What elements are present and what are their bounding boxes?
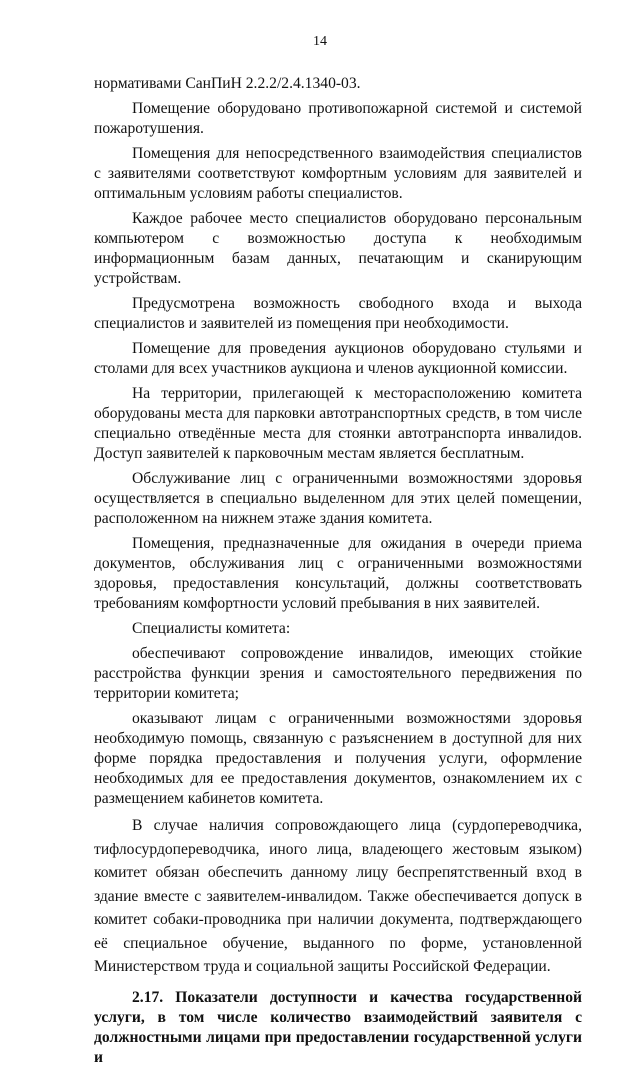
document-body <box>94 74 582 1073</box>
section-heading-2-17: 2.17. Показатели доступности и качества государственной услуги, в том числе количество взаимодействий заявителя с должностными лицами при предоставлении государственной услуги и <box>94 988 582 1066</box>
paragraph-accompanying-person: В случае наличия сопровождающего лица (сурдопереводчика, тифлосурдопереводчика, иного лица, владеющего жестовым языком) комитет обязан обеспечить данному лицу беспрепятственный вход в здание вместе с заявителем-инвалидом. Также обеспечивается допуск в комитет собаки-проводника при наличии документа, подтверждающего её специальное обучение, выданного по форме, установленной Министерством труда и социальной защиты Российской Федерации. <box>94 817 582 975</box>
paragraph-fire-safety: Помещение оборудовано противопожарной системой и системой пожаротушения. <box>94 100 582 137</box>
paragraph-parking: На территории, прилегающей к месторасположению комитета оборудованы места для парковки автотранспортных средств, в том числе специально отведённые места для стоянки автотранспорта инвалидов. Доступ заявителей к парковочным местам является бесплатным. <box>94 385 582 462</box>
paragraph-specialists-intro: Специалисты комитета: <box>132 620 291 637</box>
paragraph-workplaces: Каждое рабочее место специалистов оборудовано персональным компьютером с возможностью доступа к необходимым информационным базам данных, печатающим и сканирующим устройствам. <box>94 210 582 287</box>
paragraph-auction-room: Помещение для проведения аукционов оборудовано стульями и столами для всех участников аукциона и членов аукционной комиссии. <box>94 340 582 377</box>
paragraph-disabled-service: Обслуживание лиц с ограниченными возможностями здоровья осуществляется в специально выделенном для этих целей помещении, расположенном на нижнем этаже здания комитета. <box>94 470 582 527</box>
paragraph-escort: обеспечивают сопровождение инвалидов, имеющих стойкие расстройства функции зрения и самостоятельного передвижения по территории комитета; <box>94 645 582 702</box>
paragraph-continuation: нормативами СанПиН 2.2.2/2.4.1340-03. <box>94 75 361 92</box>
paragraph-waiting-rooms: Помещения, предназначенные для ожидания в очереди приема документов, обслуживания лиц с ограниченными возможностями здоровья, предоставления консультаций, должны соответствовать требованиям комфортности условий пребывания в них заявителей. <box>94 535 582 612</box>
paragraph-assistance: оказывают лицам с ограниченными возможностями здоровья необходимую помощь, связанную с разъяснением в доступной для них форме порядка предоставления и получения услуги, оформление необходимых для ее предоставления документов, ознакомлением их с размещением кабинетов комитета. <box>94 710 582 807</box>
page-number: 14 <box>313 34 327 49</box>
paragraph-free-entry: Предусмотрена возможность свободного входа и выхода специалистов и заявителей из помещения при необходимости. <box>94 295 582 332</box>
paragraph-interaction-rooms: Помещения для непосредственного взаимодействия специалистов с заявителями соответствуют комфортным условиям для заявителей и оптимальным условиям работы специалистов. <box>94 145 582 202</box>
